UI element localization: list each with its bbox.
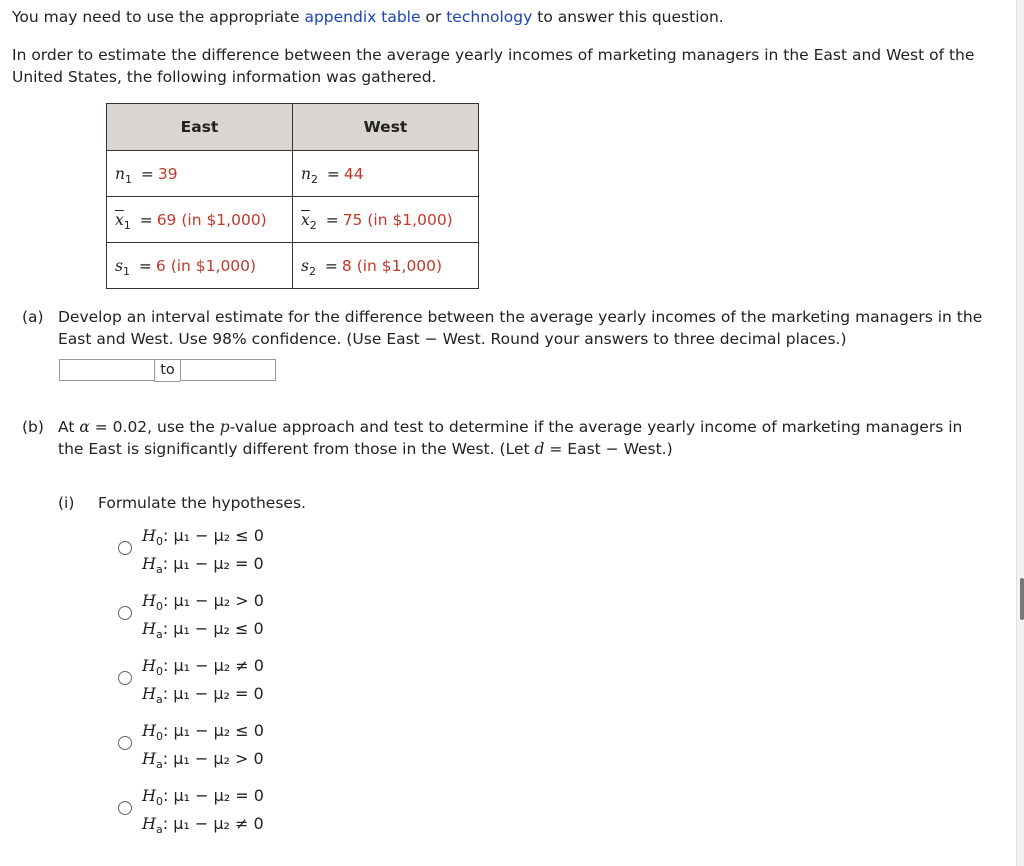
hypothesis-option-5-ha: $H_a$: μ₁ − μ₂ ≠ 0 (142, 814, 264, 836)
table-cell-x2: $\overline{x}_2 = 75$ (in $1,000) (293, 197, 479, 243)
part-a-line-1: Develop an interval estimate for the difference between the average yearly incomes of the marketing managers in the (58, 308, 983, 326)
part-b-label: (b) (22, 418, 44, 436)
table-cell-n2: $n_2 = 44$ (293, 151, 479, 197)
hypothesis-option-4-radio[interactable] (118, 736, 132, 750)
interval-upper-input[interactable] (180, 359, 276, 381)
page-scrollbar[interactable] (1016, 0, 1024, 866)
hypothesis-option-4-h0: $H_0$: μ₁ − μ₂ ≤ 0 (142, 721, 264, 743)
hypothesis-option-2-h0: $H_0$: μ₁ − μ₂ > 0 (142, 591, 264, 613)
part-a-label: (a) (22, 308, 44, 326)
hypothesis-option-5-h0: $H_0$: μ₁ − μ₂ = 0 (142, 786, 264, 808)
table-cell-s2: $s_2 = 8$ (in $1,000) (293, 243, 479, 289)
part-b-line-1: At α = 0.02, use the p-value approach and test to determine if the average yearly income of marketing managers in (58, 418, 963, 436)
technology-link[interactable]: technology (446, 8, 533, 26)
hypothesis-option-1-radio[interactable] (118, 541, 132, 555)
hypothesis-option-2-ha: $H_a$: μ₁ − μ₂ ≤ 0 (142, 619, 264, 641)
hypothesis-option-5-radio[interactable] (118, 801, 132, 815)
part-a-line-2: East and West. Use 98% confidence. (Use East − West. Round your answers to three decimal places.) (58, 330, 847, 348)
scrollbar-thumb[interactable] (1020, 578, 1024, 620)
appendix-table-link[interactable]: appendix table (304, 8, 421, 26)
intro-text: You may need to use the appropriate appendix table or technology to answer this question. (12, 8, 724, 26)
hypothesis-option-1-ha: $H_a$: μ₁ − μ₂ = 0 (142, 554, 264, 576)
hypothesis-option-2-radio[interactable] (118, 606, 132, 620)
part-b-line-2: the East is significantly different from those in the West. (Let d = East − West.) (58, 440, 673, 458)
question-line-2: United States, the following information was gathered. (12, 68, 437, 86)
to-label: to (154, 359, 180, 382)
hypothesis-option-4-ha: $H_a$: μ₁ − μ₂ > 0 (142, 749, 264, 771)
table-header-west: West (293, 104, 479, 151)
data-table (106, 103, 479, 289)
sub-i-text: Formulate the hypotheses. (98, 494, 306, 512)
hypothesis-option-3-radio[interactable] (118, 671, 132, 685)
sub-i-label: (i) (58, 494, 75, 512)
hypothesis-option-1-h0: $H_0$: μ₁ − μ₂ ≤ 0 (142, 526, 264, 548)
hypothesis-option-3-ha: $H_a$: μ₁ − μ₂ = 0 (142, 684, 264, 706)
table-cell-x1: $\overline{x}_1 = 69$ (in $1,000) (107, 197, 293, 243)
question-line-1: In order to estimate the difference between the average yearly incomes of marketing managers in the East and West of the (12, 46, 975, 64)
interval-lower-input[interactable] (59, 359, 155, 381)
table-header-east: East (107, 104, 293, 151)
table-cell-s1: $s_1 = 6$ (in $1,000) (107, 243, 293, 289)
table-cell-n1: $n_1 = 39$ (107, 151, 293, 197)
hypothesis-option-3-h0: $H_0$: μ₁ − μ₂ ≠ 0 (142, 656, 264, 678)
